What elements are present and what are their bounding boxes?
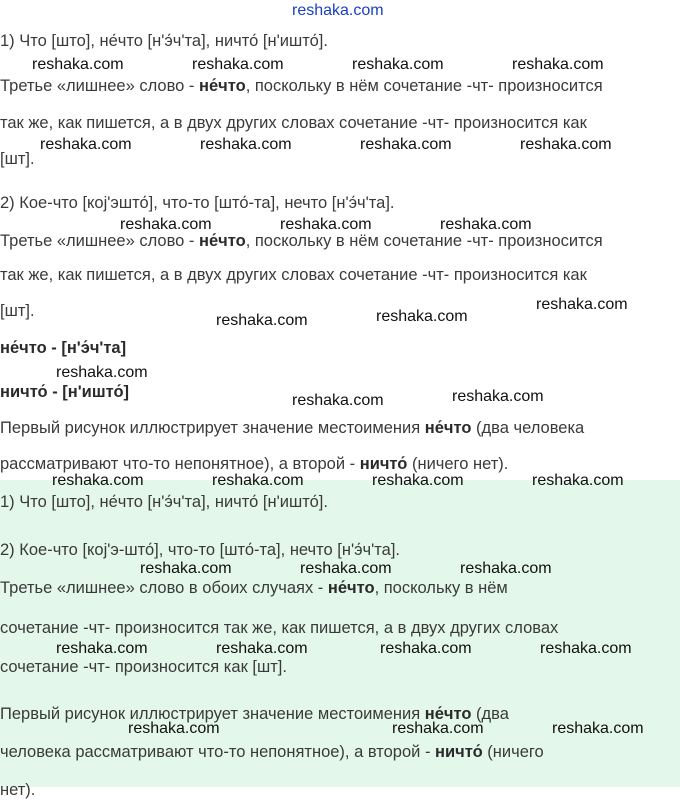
transcription-nichto: ничто́ - [н'ишто́] (0, 383, 130, 401)
a2-line1: 1) Что [што], не́что [н'э́ч'та], ничто́ [н'ишто́]. (0, 493, 328, 511)
watermark: reshaka.com (460, 560, 552, 577)
watermark: reshaka.com (216, 640, 308, 657)
watermark: reshaka.com (56, 640, 148, 657)
top-watermark: reshaka.com (292, 2, 384, 19)
a2-p2-line-a: Первый рисунок иллюстрирует значение местоимения не́что (два (0, 705, 509, 723)
a1-p1-line-a: Третье «лишнее» слово - не́что, поскольку в нём сочетание -чт- произносится (0, 77, 603, 95)
watermark: reshaka.com (512, 56, 604, 73)
a2-p1-line-c: сочетание -чт- произносится как [шт]. (0, 658, 287, 676)
a1-p2-line-a: Третье «лишнее» слово - не́что, поскольку в нём сочетание -чт- произносится (0, 232, 603, 250)
watermark: reshaka.com (56, 364, 148, 381)
watermark: reshaka.com (536, 296, 628, 313)
watermark: reshaka.com (200, 136, 292, 153)
watermark: reshaka.com (192, 56, 284, 73)
watermark: reshaka.com (552, 720, 644, 737)
watermark: reshaka.com (376, 308, 468, 325)
a1-p2-line-c: [шт]. (0, 302, 35, 320)
watermark: reshaka.com (532, 472, 624, 489)
watermark: reshaka.com (360, 136, 452, 153)
watermark: reshaka.com (300, 560, 392, 577)
a2-p1-line-a: Третье «лишнее» слово в обоих случаях - не́что, поскольку в нём (0, 579, 508, 597)
watermark: reshaka.com (540, 640, 632, 657)
a2-p1-line-b: сочетание -чт- произносится так же, как пишется, а в двух других словах (0, 619, 559, 637)
watermark: reshaka.com (216, 312, 308, 329)
watermark: reshaka.com (372, 472, 464, 489)
a2-p2-line-b: человека рассматривают что-то непонятное), а второй - ничто́ (ничего (0, 743, 544, 761)
watermark: reshaka.com (392, 720, 484, 737)
watermark: reshaka.com (452, 388, 544, 405)
a1-line2: 2) Кое-что [кој'эшто́], что-то [што́-та], нечто [н'э́ч'та]. (0, 194, 395, 212)
a1-p2-line-b: так же, как пишется, а в двух других словах сочетание -чт- произносится как (0, 266, 587, 284)
watermark: reshaka.com (140, 560, 232, 577)
a2-line2: 2) Кое-что [кој'э-што́], что-то [што́-та], нечто [н'э́ч'та]. (0, 541, 401, 559)
watermark: reshaka.com (352, 56, 444, 73)
watermark: reshaka.com (212, 472, 304, 489)
a2-p2-line-c: нет). (0, 781, 36, 799)
a1-p1-line-b: так же, как пишется, а в двух других словах сочетание -чт- произносится как (0, 114, 587, 132)
watermark: reshaka.com (128, 720, 220, 737)
a1-line1: 1) Что [што], не́что [н'э́ч'та], ничто́ [н'ишто́]. (0, 32, 328, 50)
watermark: reshaka.com (32, 56, 124, 73)
watermark: reshaka.com (40, 136, 132, 153)
a1-p3-line-b: рассматривают что-то непонятное), а второй - ничто́ (ничего нет). (0, 455, 509, 473)
watermark: reshaka.com (292, 392, 384, 409)
watermark: reshaka.com (280, 216, 372, 233)
watermark: reshaka.com (52, 472, 144, 489)
transcription-nechto: не́что - [н'э́ч'та] (0, 339, 127, 357)
watermark: reshaka.com (440, 216, 532, 233)
watermark: reshaka.com (120, 216, 212, 233)
a1-p1-line-c: [шт]. (0, 150, 35, 168)
a1-p3-line-a: Первый рисунок иллюстрирует значение местоимения не́что (два человека (0, 419, 585, 437)
watermark: reshaka.com (380, 640, 472, 657)
watermark: reshaka.com (520, 136, 612, 153)
